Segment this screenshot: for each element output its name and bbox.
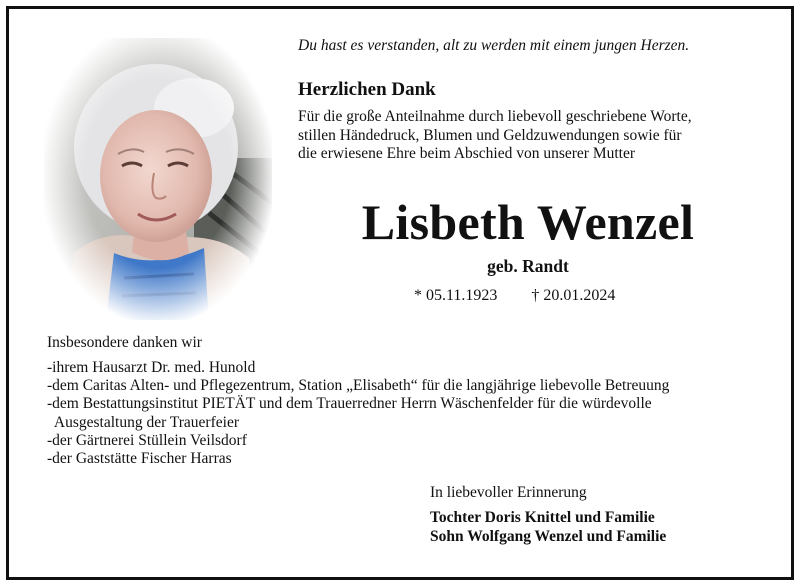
signers [430,509,666,546]
portrait-illustration [44,38,272,320]
thanks-text-line: die erwiesene Ehre beim Abschied von unserer Mutter [298,145,636,162]
deceased-name: Lisbeth Wenzel [361,194,695,250]
special-thanks-item: -dem Caritas Alten- und Pflegezentrum, Station „Elisabeth“ für die langjährige liebevolle Betreuung [47,377,670,395]
life-dates [414,287,615,305]
motto-quote: Du hast es verstanden, alt zu werden mit einem jungen Herzen. [298,37,690,54]
memory-line: In liebevoller Erinnerung [430,484,587,501]
special-thanks-list [47,359,669,468]
special-thanks-intro: Insbesondere danken wir [47,334,202,351]
thanks-text-line: stillen Händedruck, Blumen und Geldzuwendungen sowie für [298,126,682,144]
thanks-text [298,108,692,164]
signer: Tochter Doris Knittel und Familie [430,509,655,526]
thanks-heading: Herzlichen Dank [298,79,436,100]
signer: Sohn Wolfgang Wenzel und Familie [430,527,667,545]
special-thanks-item: -der Gärtnerei Stüllein Veilsdorf [47,431,247,449]
special-thanks-item: -dem Bestattungsinstitut PIETÄT und dem Trauerredner Herrn Wäschenfelder für die würdevolle [47,395,652,413]
special-thanks-item: -ihrem Hausarzt Dr. med. Hunold [47,359,256,376]
maiden-name: geb. Randt [487,256,569,276]
special-thanks-item: -der Gaststätte Fischer Harras [47,450,232,468]
birth-date: * 05.11.1923 [414,287,498,304]
special-thanks-item: Ausgestaltung der Trauerfeier [47,413,239,431]
thanks-text-line: Für die große Anteilnahme durch liebevoll geschriebene Worte, [298,108,692,125]
death-date: † 20.01.2024 [531,287,616,304]
portrait-photo [44,38,272,320]
